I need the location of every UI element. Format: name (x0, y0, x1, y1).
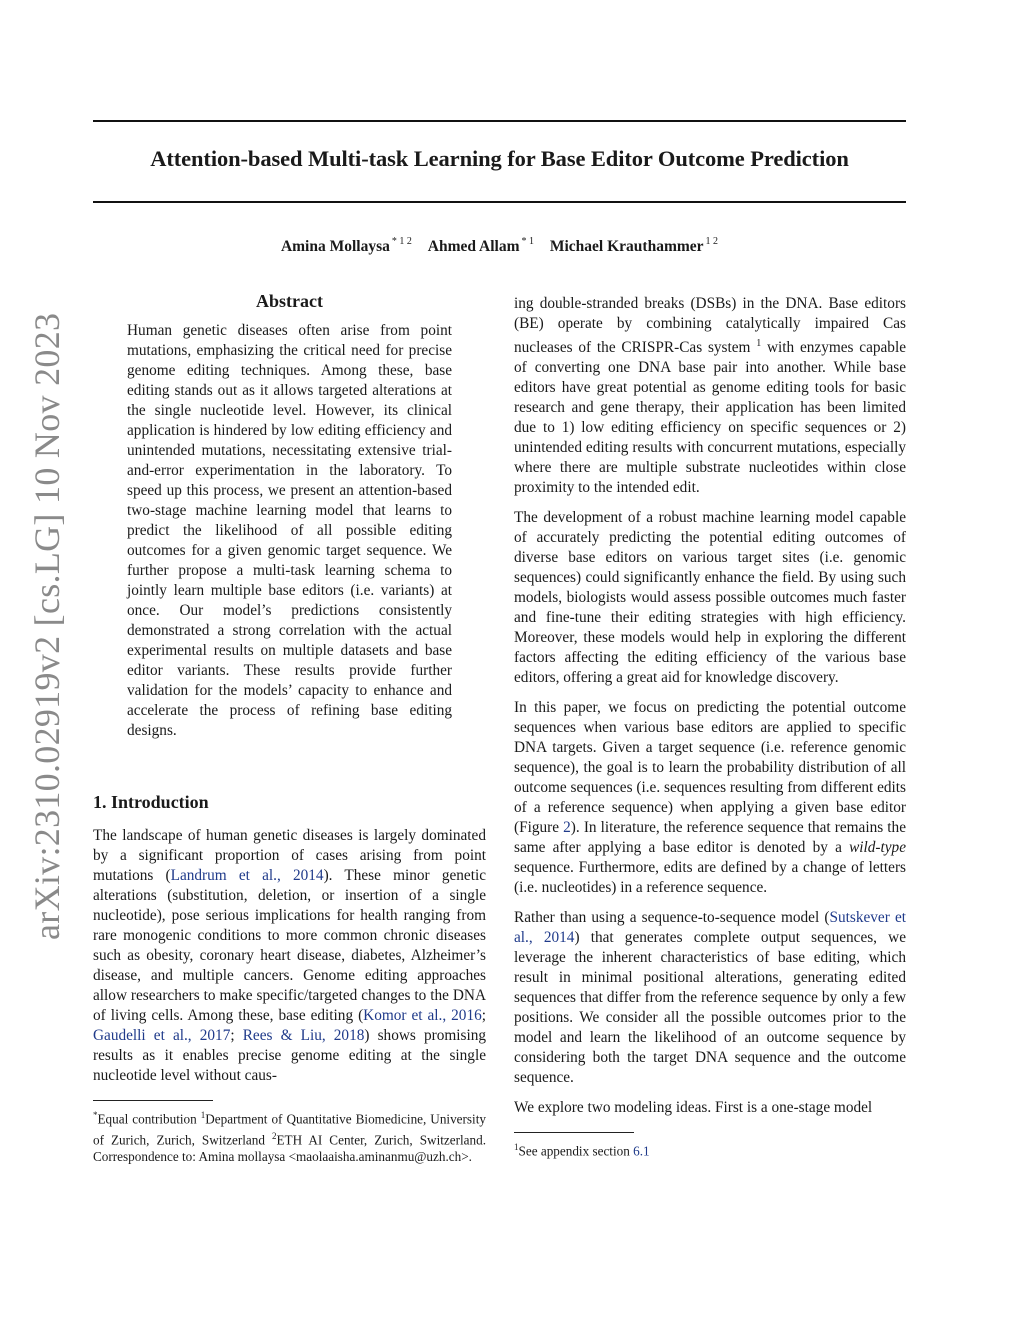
text-run: ). In literature, the reference sequence that remains the same after applying a base editor is denoted by a (514, 819, 906, 857)
text-run: In this paper, we focus on predicting the potential outcome sequences when various base editors are applied to specific DNA targets. Given a target sequence (i.e. reference genomic sequence), the goal is to learn the probability distribution of all outcome sequences (i.e. sequences resulting from different edits of a reference sequence) when applying a given base editor (Figure (514, 699, 906, 837)
text-run: ). These minor genetic alterations (substitution, deletion, or insertion of a single nucleotide), pose serious implications for health ranging from rare monogenic conditions to more common chronic diseases such as obesity, coronary heart disease, diabetes, Alzheimer’s disease, and multiple cancers. Genome editing approaches allow researchers to make specific/targeted changes to the DNA of living cells. Among these, base editing ( (93, 867, 486, 1024)
footnote-mark: 2 (271, 1130, 277, 1141)
citation-link[interactable]: Landrum et al., 2014 (170, 867, 324, 884)
arxiv-stamp: arXiv:2310.02919v2 [cs.LG] 10 Nov 2023 (27, 312, 67, 940)
author-affiliation-marks: * 1 (521, 236, 534, 247)
right-column (514, 294, 906, 1160)
title-rule-bottom (93, 201, 906, 203)
citation-link[interactable]: Rees & Liu, 2018 (242, 1027, 365, 1044)
title-rule-top (93, 120, 906, 122)
abstract-heading: Abstract (256, 291, 323, 311)
text-run: The landscape of human genetic diseases is largely dominated by a significant proportion of cases arising from point mutations ( (93, 827, 486, 884)
footnote-mark: * (93, 1110, 98, 1120)
citation-link[interactable]: Komor et al., 2016 (363, 1007, 482, 1024)
text-run: See appendix section (518, 1143, 634, 1159)
left-column (93, 290, 486, 1165)
text-run: with enzymes capable of converting one DNA base pair into another. While base editors have great potential as genome editing tools for basic research and gene therapy, their application has been limited due to 1) low editing efficiency on specific sequences or 2) unintended editing results with concurrent mutations, especially where there are multiple substrate nucleotides within close proximity to the intended edit. (514, 339, 906, 497)
intro-paragraph-3 (514, 698, 906, 898)
section-heading-introduction: 1. Introduction (93, 792, 209, 812)
text-run: sequence. Furthermore, edits are defined by a change of letters (i.e. nucleotides) in a reference sequence. (514, 859, 906, 897)
author-list (93, 236, 906, 256)
author-affiliation-marks: * 1 2 (391, 236, 412, 247)
footnote-divider (93, 1100, 213, 1101)
abstract-body: Human genetic diseases often arise from point mutations, emphasizing the critical need for precise genome editing techniques. Among these, base editing stands out as it allows targeted alterations at the single nucleotide level. However, its clinical application is hindered by low editing efficiency and unintended mutations, necessitating extensive trial-and-error experimentation in the laboratory. To speed up this process, we present an attention-based two-stage machine learning model that learns to predict the likelihood of all possible editing outcomes for a given genomic target sequence. We further propose a multi-task learning schema to jointly learn multiple base editors (i.e. variants) at once. Our model’s predictions consistently demonstrated a strong correlation with the actual experimental results on multiple datasets and base editor variants. These results provide further validation for the models’ capacity to enhance and accelerate the process of refining base editing designs. (127, 322, 452, 739)
text-run: ETH AI Center, Zurich, Switzerland. Correspondence to: Amina mollaysa <maolaaisha.aminanmu@uzh.ch>. (93, 1132, 486, 1164)
intro-paragraph-5: We explore two modeling ideas. First is a one-stage model (514, 1099, 873, 1117)
text-run: Department of Quantitative Biomedicine, University of Zurich, Zurich, Switzerland (93, 1111, 486, 1148)
emphasis-text: wild-type (849, 839, 906, 857)
appendix-section-link[interactable]: 6.1 (633, 1143, 650, 1159)
footnote-appendix (514, 1139, 906, 1160)
citation-link[interactable]: Gaudelli et al., 2017 (93, 1027, 231, 1044)
footnote-divider (514, 1132, 634, 1133)
author-affiliation-marks: 1 2 (705, 236, 719, 247)
text-run: Rather than using a sequence-to-sequence model ( (514, 909, 830, 927)
intro-paragraph-4 (514, 908, 906, 1088)
author-name: Ahmed Allam (427, 238, 520, 255)
text-run: ; (481, 1007, 486, 1024)
text-run: ) that generates complete output sequences, we leverage the inherent characteristics of base editing, which result in minimal positional alterations, generating edited sequences that differ from the reference sequence by only a few positions. We consider all the possible outcomes prior to the model and learn the likelihood of an outcome sequence by considering both the target DNA sequence and the outcome sequence. (514, 929, 907, 1087)
text-run: Equal contribution (97, 1111, 201, 1127)
intro-paragraph-1-continued (514, 294, 906, 498)
footnote-ref[interactable]: 1 (756, 338, 762, 349)
footnote-mark: 1 (514, 1142, 519, 1153)
intro-paragraph-1 (93, 826, 486, 1086)
text-run: ) shows promising results as it enables precise genome editing at the single nucleotide level without caus- (93, 1027, 487, 1084)
author-name: Amina Mollaysa (280, 238, 390, 255)
text-run: ing double-stranded breaks (DSBs) in the DNA. Base editors (BE) operate by combining catalytically impaired Cas nucleases of the CRISPR-Cas system (514, 295, 906, 357)
author-2 (428, 238, 534, 255)
author-name: Michael Krauthammer (549, 238, 704, 255)
paper-title: Attention-based Multi-task Learning for Base Editor Outcome Prediction (150, 146, 849, 171)
text-run: ; (230, 1027, 243, 1044)
footnote-mark: 1 (200, 1110, 206, 1120)
author-1 (281, 238, 412, 255)
intro-paragraph-2: The development of a robust machine learning model capable of accurately predicting the potential editing outcomes of diverse base editors on various target sites (i.e. genomic sequences) could significantly enhance the field. By using such models, biologists would assess possible outcomes much faster and fine-tune their editing strategies with high efficiency. Moreover, these models would help in exploring the different factors affecting the editing efficiency of the various base editors, offering a great aid for knowledge discovery. (514, 509, 906, 687)
figure-ref-link[interactable]: 2 (563, 819, 571, 837)
citation-link[interactable]: Sutskever et al., 2014 (514, 909, 906, 947)
author-3 (550, 238, 718, 255)
footnote-affiliations (93, 1107, 486, 1165)
